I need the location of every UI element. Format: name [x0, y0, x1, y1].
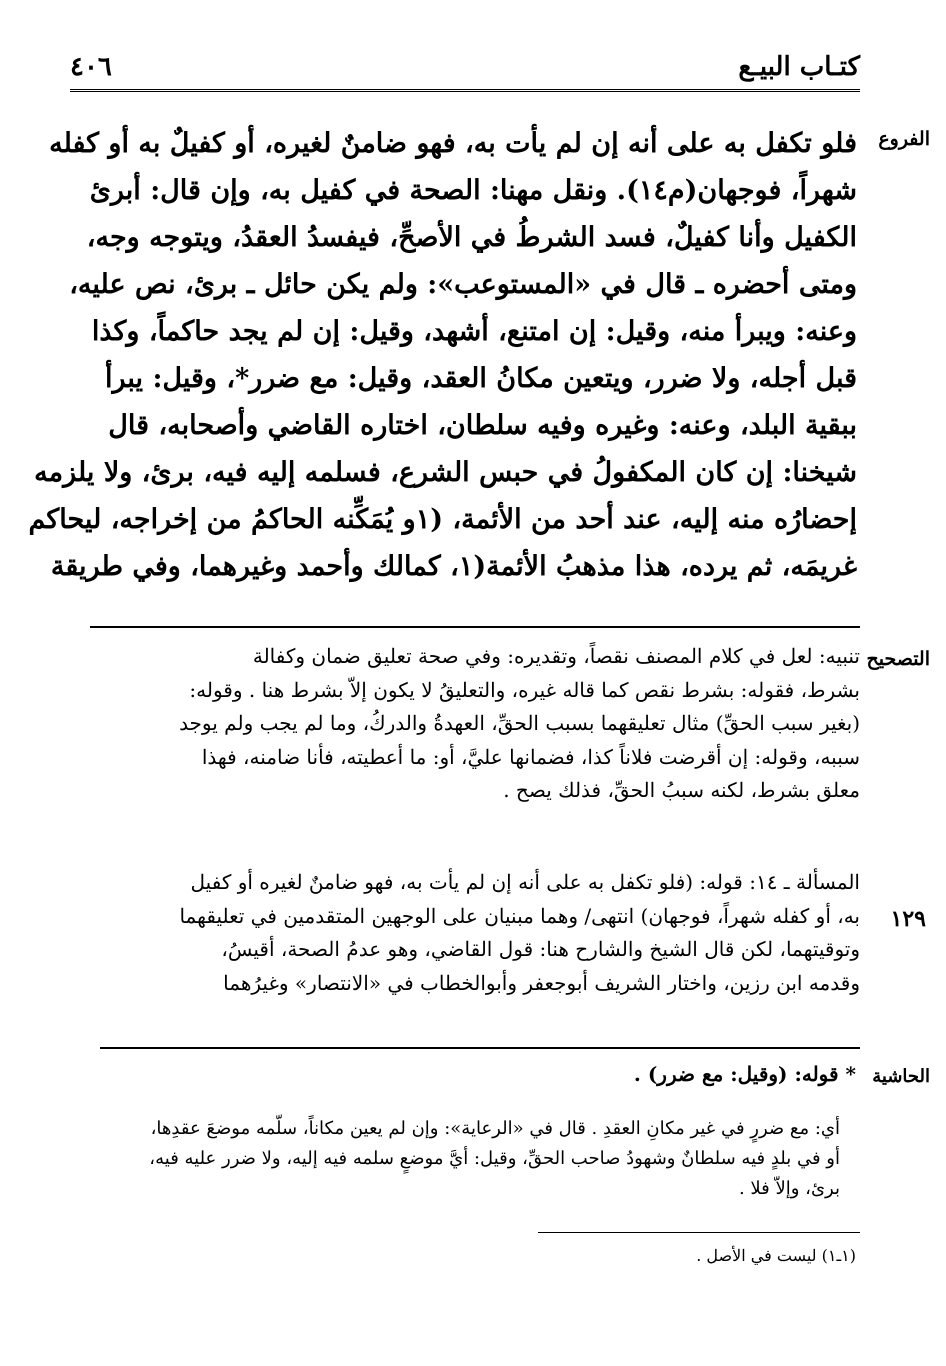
text-line: وعنه: ويبرأ منه، وقيل: إن امتنع، أشهد، وقيل: إن لم يجد حاكماً، وكذا [91, 316, 857, 347]
text-line: المسألة ـ ١٤: قوله: (فلو تكفل به على أنه إن لم يأت به، فهو ضامنٌ لغيره أو كفيل [190, 870, 860, 894]
text-line: وتوقيتهما، لكن قال الشيخ والشارح هنا: قول القاضي، وهو عدمُ الصحة، أقيسُ، [221, 937, 860, 962]
text-line: قبل أجله، ولا ضرر، ويتعين مكانُ العقد، وقيل: مع ضرر*، وقيل: يبرأ [105, 363, 857, 394]
text-line: برئ، وإلاّ فلا . [738, 1178, 840, 1199]
section-label-tashih: التصحيح [866, 648, 930, 670]
text-line: شيخنا: إن كان المكفولُ في حبس الشرع، فسلمه إليه فيه، برئ، ولا يلزمه [34, 457, 857, 488]
page-header [70, 48, 860, 92]
text-line: معلق بشرط، لكنه سببُ الحقِّ، فذلك يصح . [503, 778, 860, 803]
masala-text [100, 866, 860, 1000]
footnote-divider [538, 1232, 860, 1233]
text-line: بشرط، فقوله: بشرط نقص كما قاله غيره، والتعليقُ لا يكون إلاّ بشرط هنا . وقوله: [189, 677, 860, 702]
text-line: الكفيل وأنا كفيلٌ، فسد الشرطُ في الأصحِّ، فيفسدُ العقدُ، ويتوجه وجه، [86, 222, 857, 253]
footnote: (١ـ١) ليست في الأصل . [696, 1246, 856, 1265]
margin-page-number: ١٢٩ [890, 906, 926, 932]
tashih-text [100, 640, 860, 808]
text-line: به، أو كفله شهراً، فوجهان) انتهى/ وهما مبنيان على الوجهين المتقدمين في تعليقهما [179, 903, 860, 928]
section-divider [90, 626, 860, 628]
text-line: ومتى أحضره ـ قال في «المستوعب»: ولم يكن حائل ـ برئ، نص عليه، [69, 269, 857, 300]
text-line: (بغير سبب الحقِّ) مثال تعليقهما بسبب الحقِّ، العهدةُ والدركُ، وما لم يجب ولم يوجد [179, 711, 860, 736]
text-line: وقدمه ابن رزين، واختار الشريف أبوجعفر وأبوالخطاب في «الانتصار» وغيرُهما [223, 970, 860, 995]
section-label-hashiya: الحاشية [872, 1066, 930, 1087]
text-line: أي: مع ضررٍ في غير مكانِ العقدِ . قال في «الرعاية»: وإن لم يعين مكاناً، سلّمه موضعَ عقدِها، [150, 1118, 840, 1139]
furu-text [28, 120, 857, 590]
header-rule [70, 89, 860, 92]
text-line: ببقية البلد، وعنه: وغيره وفيه سلطان، اختاره القاضي وأصحابه، قال [108, 410, 857, 441]
hashiya-text [100, 1114, 840, 1204]
section-label-furu: الفروع [878, 128, 930, 150]
text-line: إحضارُه منه إليه، عند أحد من الأئمة، (١و يُمَكِّنه الحاكمُ من إخراجه، ليحاكم [28, 504, 857, 535]
text-line: سببه، وقوله: إن أقرضت فلاناً كذا، فضمانها عليَّ، أو: ما أعطيته، فأنا ضامنه، فهذا [201, 744, 860, 769]
section-divider [100, 1047, 860, 1049]
text-line: تنبيه: لعل في كلام المصنف نقصاً، وتقديره: وفي صحة تعليق ضمان وكفالة [252, 644, 860, 668]
text-line: غريمَه، ثم يرده، هذا مذهبُ الأئمة(١، كمالك وأحمد وغيرهما، وفي طريقة [50, 551, 857, 582]
text-line: فلو تكفل به على أنه إن لم يأت به، فهو ضامنٌ لغيره، أو كفيلٌ به أو كفله [49, 128, 857, 159]
hashiya-heading: * قوله: (وقيل: مع ضرر) . [633, 1062, 856, 1086]
text-line: أو في بلدٍ فيه سلطانٌ وشهودُ صاحب الحقِّ، وقيل: أيَّ موضعٍ سلمه فيه إليه، ولا ضرر عليه فيه، [149, 1148, 840, 1169]
page-number: ٤٠٦ [70, 52, 112, 82]
text-line: شهراً، فوجهان(م١٤). ونقل مهنا: الصحة في كفيل به، وإن قال: أبرئ [89, 175, 857, 206]
book-title: كتـاب البيـع [738, 52, 860, 82]
